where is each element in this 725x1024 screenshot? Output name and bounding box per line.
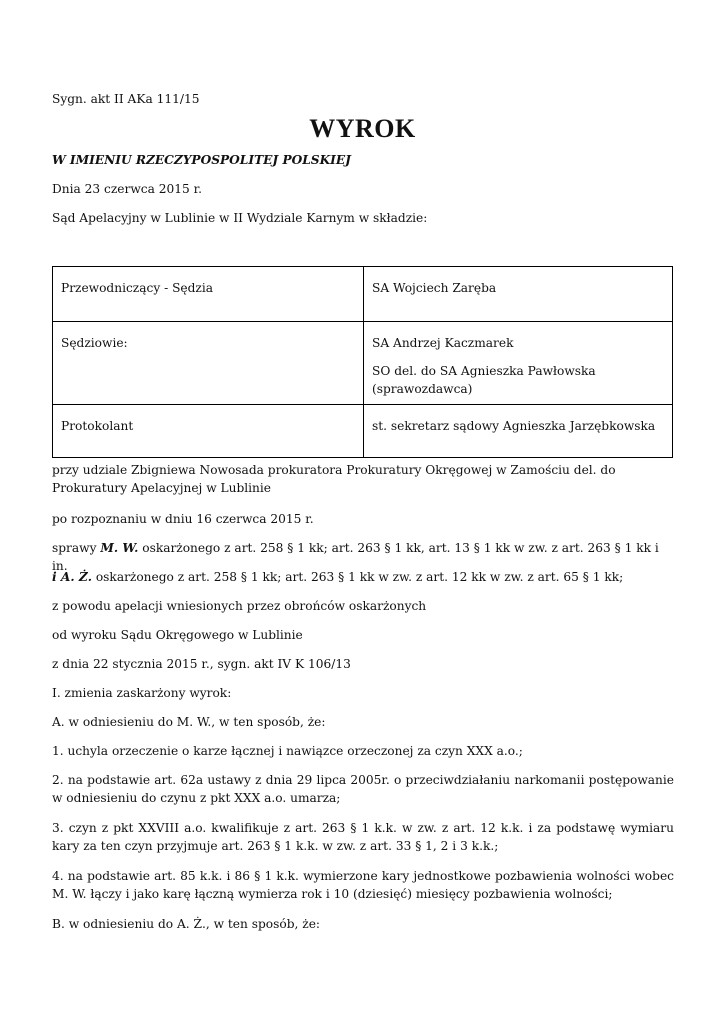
panel-role: Sędziowie:: [53, 322, 364, 405]
judgment-date: Dnia 23 czerwca 2015 r.: [52, 182, 202, 196]
document-subtitle: W IMIENIU RZECZYPOSPOLITEJ POLSKIEJ: [52, 153, 351, 167]
defendant1-charges: oskarżonego z art. 258 § 1 kk; art. 263 § 1 kk, art. 13 § 1 kk w zw. z art. 263 § 1 kk i in.: [52, 541, 659, 573]
prosecutor-paragraph: przy udziale Zbigniewa Nowosada prokuratora Prokuratury Okręgowej w Zamościu del. do Prokuratury Apelacyjnej w Lublinie: [52, 463, 616, 495]
panel-name: st. sekretarz sądowy Agnieszka Jarzębkowska: [372, 419, 656, 433]
panel-role: Przewodniczący - Sędzia: [53, 267, 364, 322]
case-signature: Sygn. akt II AKa 111/15: [52, 92, 200, 106]
defendant2-charges: oskarżonego z art. 258 § 1 kk; art. 263 § 1 kk w zw. z art. 12 kk w zw. z art. 65 § 1 kk;: [91, 570, 624, 584]
panel-names: [364, 267, 673, 322]
panel-names: [364, 322, 673, 405]
judgment-date-paragraph: z dnia 22 stycznia 2015 r., sygn. akt IV K 106/13: [52, 657, 351, 671]
panel-name: SA Andrzej Kaczmarek: [372, 336, 514, 350]
court-composition: Sąd Apelacyjny w Lublinie w II Wydziale Karnym w składzie:: [52, 211, 428, 225]
point-A: A. w odniesieniu do M. W., w ten sposób, że:: [52, 715, 326, 729]
panel-row-clerk: [53, 405, 673, 458]
panel-table: [52, 266, 673, 458]
document-title: WYROK: [309, 114, 416, 143]
appeal-paragraph: z powodu apelacji wniesionych przez obrońców oskarżonych: [52, 599, 427, 613]
point-2: 2. na podstawie art. 62a ustawy z dnia 29 lipca 2005r. o przeciwdziałaniu narkomanii postępowanie w odniesieniu do czynu z pkt XXX a.o. umarza;: [52, 773, 674, 805]
panel-name: SO del. do SA Agnieszka Pawłowska (sprawozdawca): [372, 364, 596, 396]
panel-name: SA Wojciech Zaręba: [372, 281, 497, 295]
point-4: 4. na podstawie art. 85 k.k. i 86 § 1 k.k. wymierzone kary jednostkowe pozbawienia wolności wobec M. W. łączy i jako karę łączną wymierza rok i 10 (dziesięć) miesięcy pozbawienia wolności;: [52, 869, 674, 901]
case-prefix: sprawy: [52, 541, 101, 555]
defendant2-name: i A. Ż.: [52, 570, 92, 584]
defendant1-name: M. W.: [100, 541, 139, 555]
panel-row-judges: [53, 322, 673, 405]
point-3: 3. czyn z pkt XXVIII a.o. kwalifikuje z art. 263 § 1 k.k. w zw. z art. 12 k.k. i za podstawę wymiaru kary za ten czyn przyjmuje art. 263 § 1 k.k. w zw. z art. 33 § 1, 2 i 3 k.k.;: [52, 821, 674, 853]
point-I: I. zmienia zaskarżony wyrok:: [52, 686, 232, 700]
from-judgment-paragraph: od wyroku Sądu Okręgowego w Lublinie: [52, 628, 303, 642]
panel-role: Protokolant: [53, 405, 364, 458]
point-B: B. w odniesieniu do A. Ż., w ten sposób, że:: [52, 917, 321, 931]
point-1: 1. uchyla orzeczenie o karze łącznej i nawiązce orzeczonej za czyn XXX a.o.;: [52, 744, 523, 758]
panel-names: [364, 405, 673, 458]
defendant2-paragraph: [52, 568, 674, 586]
hearing-paragraph: po rozpoznaniu w dniu 16 czerwca 2015 r.: [52, 512, 314, 526]
panel-row-presiding: [53, 267, 673, 322]
